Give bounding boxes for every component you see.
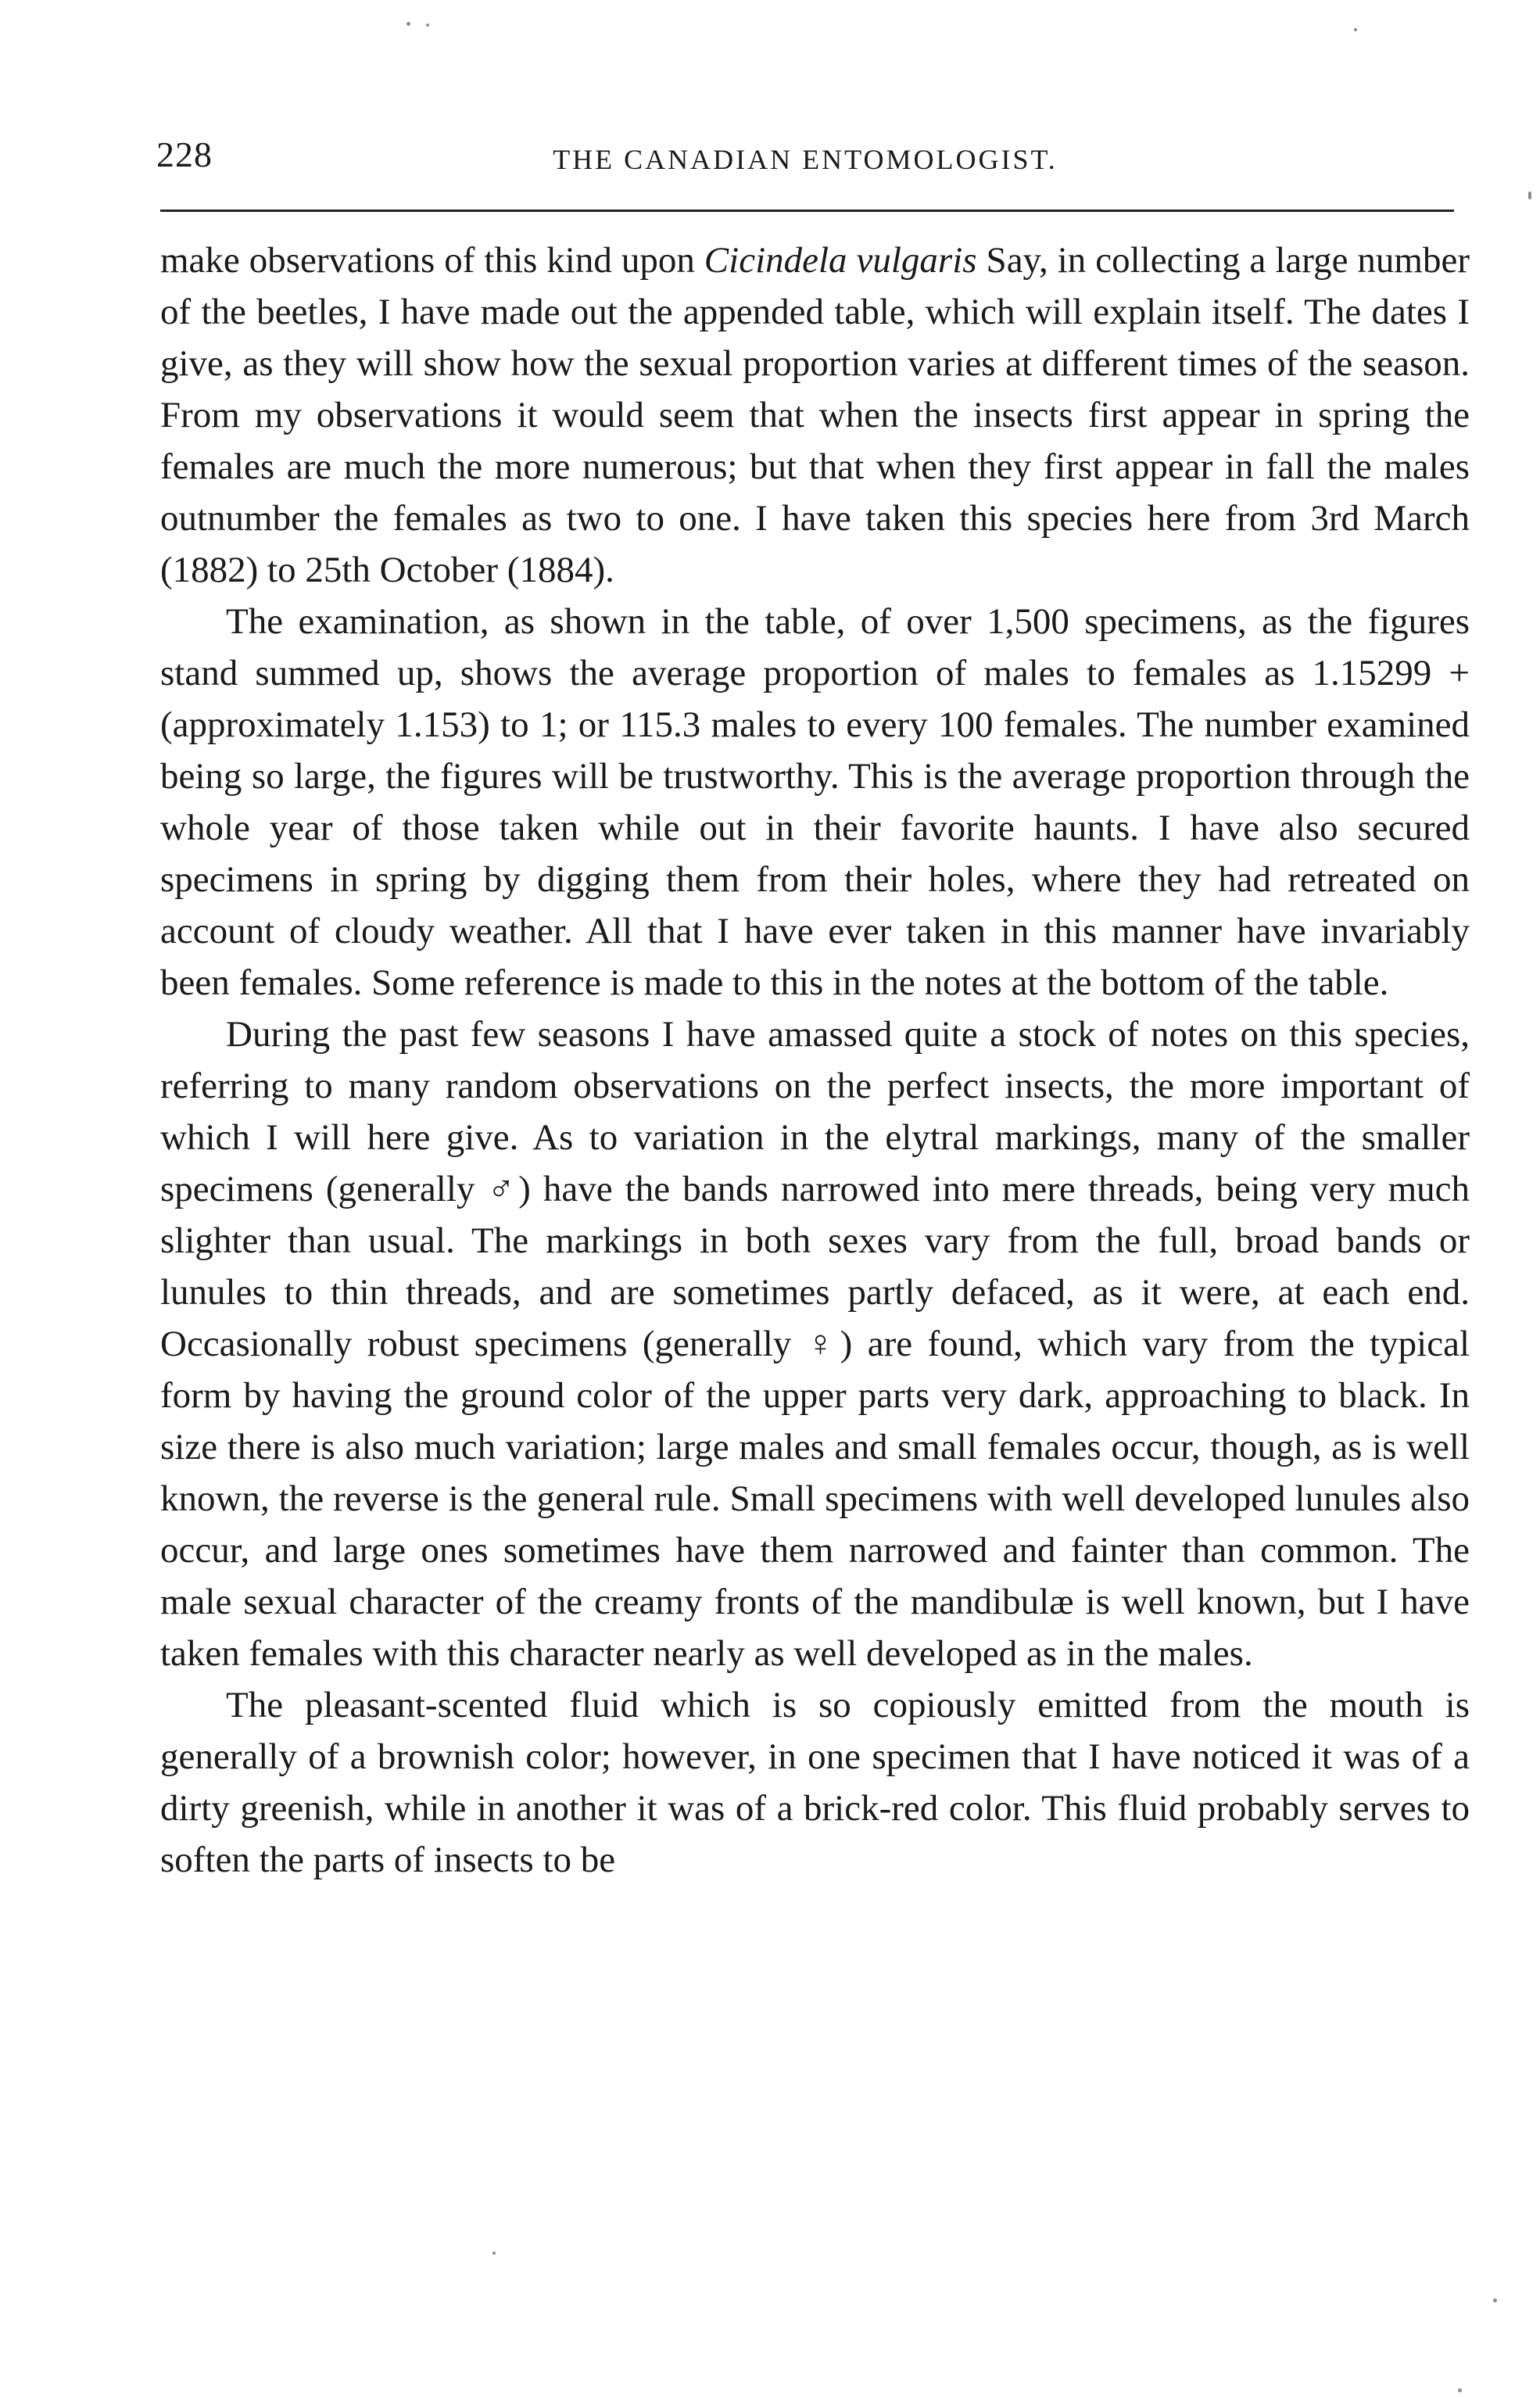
species-name: Cicindela vulgaris: [704, 240, 977, 281]
scan-speck: [406, 22, 410, 26]
scan-speck: [1528, 192, 1531, 199]
paragraph-3: During the past few seasons I have amassed quite a stock of notes on this species, referring to many random observations on the perfect insects, the more important of which I will here give. As to variation in the elytral markings, many of the smaller specimens (generally ♂) have the bands narrowed into mere threads, being very much slighter than usual. The markings in both sexes vary from the full, broad bands or lunules to thin threads, and are sometimes partly defaced, as it were, at each end. Occasionally robust specimens (generally ♀) are found, which vary from the typical form by having the ground color of the upper parts very dark, approaching to black. In size there is also much variation; large males and small females occur, though, as is well known, the reverse is the general rule. Small specimens with well developed lunules also occur, and large ones sometimes have them narrowed and fainter than common. The male sexual character of the creamy fronts of the mandibulæ is well known, but I have taken females with this character nearly as well developed as in the males.: [160, 1014, 1470, 1674]
paragraph-1-rest: Say, in collecting a large number of the beetles, I have made out the appended table, which will explain itself. The dates I give, as they will show how the sexual proportion varies at different times of the season. From my observations it would seem that when the insects first appear in spring the females are much the more numerous; but that when they first appear in fall the males outnumber the females as two to one. I have taken this species here from 3rd March (1882) to 25th October (1884).: [160, 240, 1470, 590]
page-number: 228: [156, 134, 213, 174]
page-header: [156, 131, 1454, 178]
paragraph-1-lead: make observations of this kind upon: [160, 240, 704, 281]
running-title: THE CANADIAN ENTOMOLOGIST.: [553, 144, 1058, 175]
scan-speck: [492, 2252, 496, 2255]
paragraph-2: The examination, as shown in the table, of over 1,500 specimens, as the figures stand summed up, shows the average proportion of males to females as 1.15299 + (approximately 1.153) to 1; or 115.3 males to every 100 females. The number examined being so large, the figures will be trustworthy. This is the average proportion through the whole year of those taken while out in their favorite haunts. I have also secured specimens in spring by digging them from their holes, where they had retreated on account of cloudy weather. All that I have ever taken in this manner have invariably been females. Some reference is made to this in the notes at the bottom of the table.: [160, 601, 1470, 1003]
body-text: [160, 235, 1470, 1886]
paragraph-1: [160, 235, 1470, 596]
header-rule: [160, 210, 1454, 212]
scan-speck: [426, 23, 429, 27]
scan-speck: [1458, 2388, 1462, 2392]
paragraph-4: The pleasant-scented fluid which is so copiously emitted from the mouth is generally of a brownish color; however, in one specimen that I have noticed it was of a dirty greenish, while in another it was of a brick-red color. This fluid probably serves to soften the parts of insects to be: [160, 1685, 1470, 1880]
scan-speck: [1493, 2298, 1497, 2302]
scan-speck: [1354, 28, 1357, 31]
